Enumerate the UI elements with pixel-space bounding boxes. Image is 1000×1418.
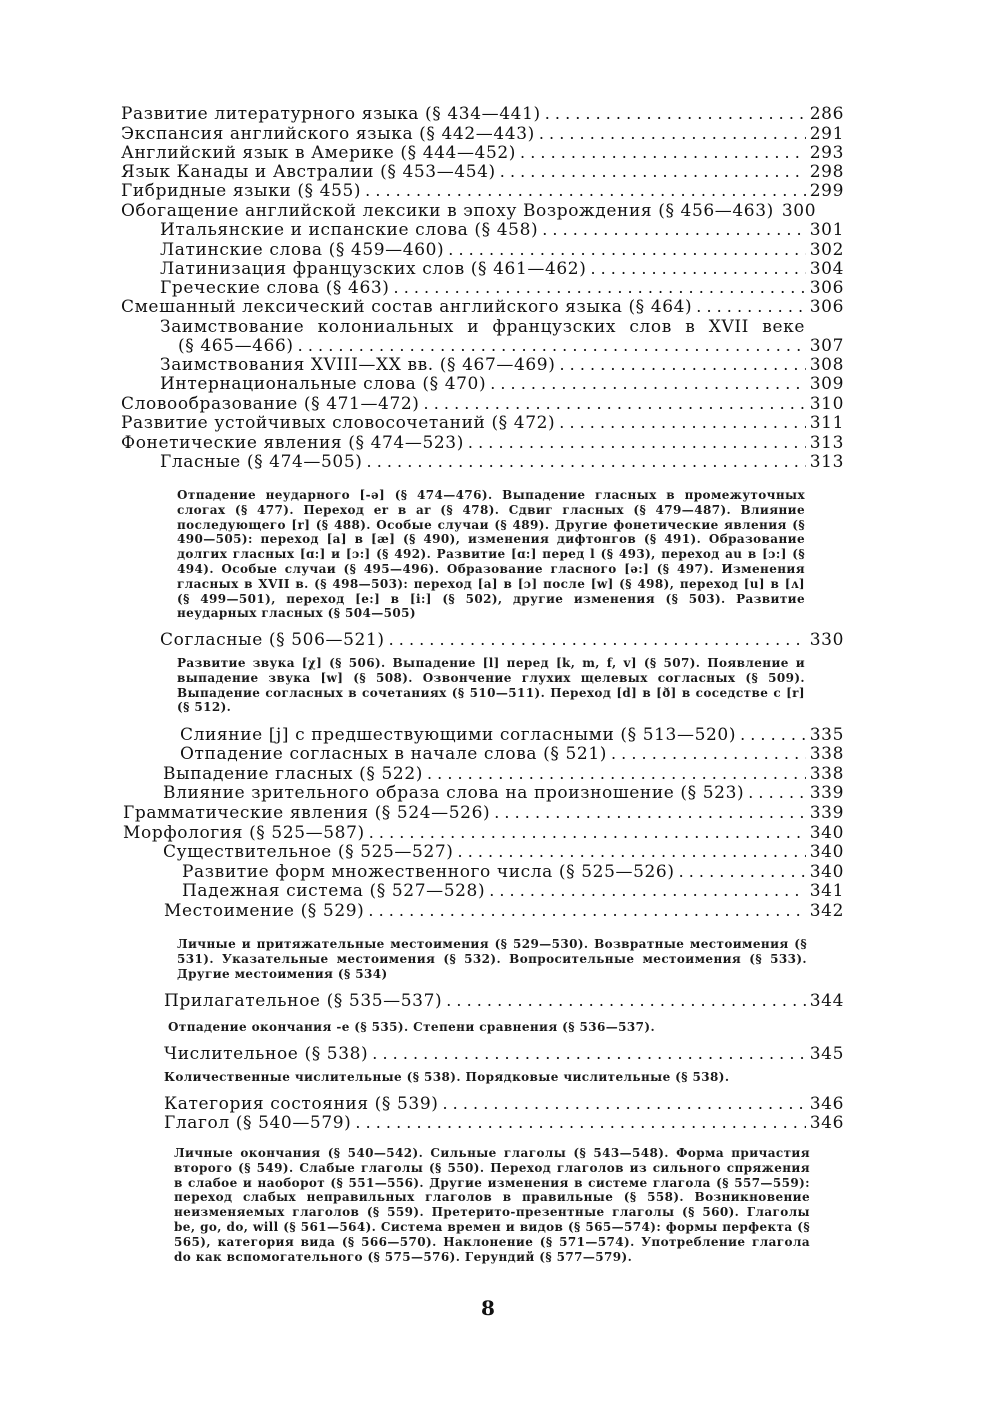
toc-entry-title: Гласные (§ 474—505) bbox=[160, 452, 363, 472]
toc-entry-page: 341 bbox=[809, 881, 844, 901]
dot-leader bbox=[427, 764, 806, 784]
page-number: 8 bbox=[481, 1296, 495, 1320]
toc-entry-page: 300 bbox=[781, 201, 817, 221]
toc-entry[interactable] bbox=[160, 240, 844, 260]
dot-leader bbox=[679, 862, 806, 882]
toc-entry-title: Словообразование (§ 471—472) bbox=[121, 394, 420, 414]
toc-entry-title: Грамматические явления (§ 524—526) bbox=[123, 803, 491, 823]
toc-entry-title: Категория состояния (§ 539) bbox=[164, 1094, 439, 1114]
toc-entry-title: Итальянские и испанские слова (§ 458) bbox=[160, 220, 539, 240]
toc-entry-page: 340 bbox=[809, 862, 844, 882]
toc-entry-page: 306 bbox=[809, 297, 844, 317]
toc-entry[interactable] bbox=[180, 744, 844, 764]
toc-entry-title: Глагол (§ 540—579) bbox=[164, 1113, 352, 1133]
toc-entry-page: 304 bbox=[809, 259, 844, 279]
toc-entry-title: Развитие литературного языка (§ 434—441) bbox=[121, 104, 541, 124]
section-description: Отпадение неударного [-ə] (§ 474—476). Выпадение гласных в промежуточных слогах (§ 477). Переход er в ar (§ 478). Сдвиг гласных (§ 479—487). Влияние последующего [r] (§ 488). Особые случаи (§ 489). Другие фонетические явления (§ 490—505): переход [a] в [æ] (§ 490), изменения дифтонгов (§ 491). Образование долгих гласных [ɑ:] и [ɔ:] (§ 492). Развитие [ɑ:] перед l (§ 493), переход au в [ɔ:] (§ 494). Особые случаи (§ 495—496). Образование гласного [ə:] (§ 497). Изменения гласных в XVII в. (§ 498—503): переход [a] в [ɔ] после [w] (§ 498), переход [u] в [ʌ] (§ 499—501), переход [e:] в [i:] (§ 502), другие изменения (§ 503). Развитие неударных гласных (§ 504—505) bbox=[177, 488, 805, 621]
toc-entry[interactable] bbox=[163, 842, 844, 862]
toc-entry[interactable] bbox=[164, 1094, 844, 1114]
dot-leader bbox=[490, 374, 806, 394]
toc-entry-page: 302 bbox=[809, 240, 844, 260]
toc-entry-page: 313 bbox=[809, 452, 844, 472]
toc-entry-title: Развитие устойчивых словосочетаний (§ 472) bbox=[121, 413, 556, 433]
section-description: Личные окончания (§ 540—542). Сильные глаголы (§ 543—548). Форма причастия второго (§ 549). Слабые глаголы (§ 550). Переход глаголов из сильного спряжения в слабое и наоборот (§ 551—556). Другие изменения в системе глагола (§ 557—559): переход слабых неправильных глаголов в правильные (§ 558). Возникновение неизменяемых глаголов (§ 559). Претерито-презентные глаголы (§ 560). Глаголы be, go, do, will (§ 561—564). Система времен и видов (§ 565—574): формы перфекта (§ 565), категория вида (§ 566—570). Наклонение (§ 571—574). Употребление глагола do как вспомогательного (§ 575—576). Герундий (§ 577—579). bbox=[174, 1146, 810, 1264]
toc-entry[interactable] bbox=[121, 181, 844, 201]
section-description: Развитие звука [χ] (§ 506). Выпадение [l] перед [k, m, f, v] (§ 507). Появление и выпадение звука [w] (§ 508). Озвончение глухих щелевых согласных (§ 509). Выпадение согласных в сочетаниях (§ 510—511). Переход [d] в [ð] в соседстве с [r] (§ 512). bbox=[177, 656, 805, 715]
toc-entry-title: Выпадение гласных (§ 522) bbox=[163, 764, 423, 784]
toc-entry-title: Смешанный лексический состав английского языка (§ 464) bbox=[121, 297, 693, 317]
toc-entry-title: Греческие слова (§ 463) bbox=[160, 278, 390, 298]
toc-entry-title: Согласные (§ 506—521) bbox=[160, 630, 385, 650]
toc-entry[interactable] bbox=[160, 355, 844, 375]
toc-entry-title: Прилагательное (§ 535—537) bbox=[164, 991, 443, 1011]
toc-entry[interactable] bbox=[121, 162, 844, 182]
dot-leader bbox=[369, 823, 806, 843]
toc-entry[interactable] bbox=[163, 764, 844, 784]
toc-entry-title: Фонетические явления (§ 474—523) bbox=[121, 433, 464, 453]
toc-entry-page: 340 bbox=[809, 842, 844, 862]
dot-leader bbox=[368, 901, 805, 921]
toc-entry[interactable] bbox=[182, 881, 844, 901]
toc-entry-page: 339 bbox=[809, 783, 844, 803]
toc-entry-page: 307 bbox=[809, 336, 844, 356]
toc-entry[interactable] bbox=[121, 143, 844, 163]
dot-leader bbox=[365, 181, 806, 201]
toc-entry[interactable] bbox=[123, 823, 844, 843]
toc-entry-title: Язык Канады и Австралии (§ 453—454) bbox=[121, 162, 496, 182]
toc-entry-page: 345 bbox=[809, 1044, 844, 1064]
section-description: Отпадение окончания -e (§ 535). Степени сравнения (§ 536—537). bbox=[168, 1020, 656, 1034]
toc-entry[interactable] bbox=[121, 433, 844, 453]
toc-entry-page: 346 bbox=[809, 1113, 844, 1133]
dot-leader bbox=[372, 1044, 805, 1064]
toc-entry[interactable] bbox=[123, 803, 844, 823]
toc-entry-page: 301 bbox=[809, 220, 844, 240]
dot-leader bbox=[298, 336, 806, 356]
toc-entry-page: 346 bbox=[809, 1094, 844, 1114]
toc-entry-title: Латинские слова (§ 459—460) bbox=[160, 240, 445, 260]
dot-leader bbox=[424, 394, 806, 414]
toc-entry-page: 330 bbox=[809, 630, 844, 650]
toc-entry[interactable] bbox=[121, 413, 844, 433]
toc-entry-page: 335 bbox=[809, 725, 844, 745]
toc-entry-page: 293 bbox=[809, 143, 844, 163]
dot-leader bbox=[539, 124, 806, 144]
section-description: Личные и притяжательные местоимения (§ 529—530). Возвратные местоимения (§ 531). Указательные местоимения (§ 532). Вопросительные местоимения (§ 533). Другие местоимения (§ 534) bbox=[177, 937, 807, 981]
toc-entry-page: 299 bbox=[809, 181, 844, 201]
dot-leader bbox=[494, 803, 806, 823]
toc-entry[interactable] bbox=[182, 862, 844, 882]
toc-entry[interactable] bbox=[160, 220, 844, 240]
dot-leader bbox=[696, 297, 805, 317]
dot-leader bbox=[458, 842, 806, 862]
toc-entry-page: 339 bbox=[809, 803, 844, 823]
toc-entry-title: Существительное (§ 525—527) bbox=[163, 842, 454, 862]
toc-entry-page: 291 bbox=[809, 124, 844, 144]
toc-entry-page: 342 bbox=[809, 901, 844, 921]
toc-entry-title: Экспансия английского языка (§ 442—443) bbox=[121, 124, 535, 144]
dot-leader bbox=[559, 355, 805, 375]
dot-leader bbox=[545, 104, 806, 124]
toc-entry[interactable] bbox=[164, 901, 844, 921]
dot-leader bbox=[500, 162, 806, 182]
toc-entry-title: Морфология (§ 525—587) bbox=[123, 823, 365, 843]
toc-entry[interactable] bbox=[164, 991, 844, 1011]
toc-entry-page: 286 bbox=[809, 104, 844, 124]
toc-entry-title: Падежная система (§ 527—528) bbox=[182, 881, 486, 901]
dot-leader bbox=[611, 744, 806, 764]
toc-entry[interactable] bbox=[164, 1113, 844, 1133]
dot-leader bbox=[520, 143, 806, 163]
toc-entry[interactable] bbox=[121, 394, 844, 414]
toc-entry-page: 306 bbox=[809, 278, 844, 298]
toc-entry[interactable] bbox=[178, 336, 844, 356]
toc-entry-title: Слияние [j] с предшествующими согласными (§ 513—520) bbox=[180, 725, 737, 745]
dot-leader bbox=[489, 881, 806, 901]
toc-entry-title: Отпадение согласных в начале слова (§ 521) bbox=[180, 744, 607, 764]
toc-entry[interactable] bbox=[180, 725, 844, 745]
toc-entry-page: 344 bbox=[809, 991, 844, 1011]
dot-leader bbox=[590, 259, 805, 279]
toc-entry-page: 338 bbox=[809, 744, 844, 764]
toc-entry[interactable] bbox=[121, 297, 844, 317]
dot-leader bbox=[355, 1113, 805, 1133]
toc-entry-page: 310 bbox=[809, 394, 844, 414]
toc-entry[interactable] bbox=[160, 259, 844, 279]
toc-entry[interactable] bbox=[121, 104, 844, 124]
toc-entry-title: (§ 465—466) bbox=[178, 336, 294, 356]
dot-leader bbox=[367, 452, 806, 472]
toc-entry-title: Числительное (§ 538) bbox=[164, 1044, 369, 1064]
toc-entry-title: Интернациональные слова (§ 470) bbox=[160, 374, 487, 394]
dot-leader bbox=[446, 991, 806, 1011]
toc-entry-page: 311 bbox=[809, 413, 844, 433]
toc-entry[interactable] bbox=[160, 278, 844, 298]
toc-entry-page: 308 bbox=[809, 355, 844, 375]
toc-entry-title: Латинизация французских слов (§ 461—462) bbox=[160, 259, 587, 279]
toc-entry-page: 309 bbox=[809, 374, 844, 394]
toc-entry-title: Влияние зрительного образа слова на произношение (§ 523) bbox=[163, 783, 745, 803]
toc-entry[interactable] bbox=[164, 1044, 844, 1064]
toc-entry[interactable] bbox=[121, 201, 844, 221]
toc-entry-title: Развитие форм множественного числа (§ 525—526) bbox=[182, 862, 675, 882]
dot-leader bbox=[443, 1094, 806, 1114]
dot-leader bbox=[468, 433, 806, 453]
dot-leader bbox=[448, 240, 805, 260]
dot-leader bbox=[389, 630, 806, 650]
toc-entry[interactable] bbox=[163, 783, 844, 803]
dot-leader bbox=[740, 725, 806, 745]
toc-entry-title: Гибридные языки (§ 455) bbox=[121, 181, 362, 201]
toc-entry-title: Английский язык в Америке (§ 444—452) bbox=[121, 143, 517, 163]
toc-entry[interactable] bbox=[121, 124, 844, 144]
toc-entry-page: 340 bbox=[809, 823, 844, 843]
toc-entry-title: Заимствования XVIII—XX вв. (§ 467—469) bbox=[160, 355, 556, 375]
toc-entry-title-line[interactable]: Заимствование колониальных и французских слов в XVII веке bbox=[160, 317, 805, 337]
dot-leader bbox=[394, 278, 806, 298]
toc-entry-page: 298 bbox=[809, 162, 844, 182]
toc-entry[interactable] bbox=[160, 452, 844, 472]
toc-entry[interactable] bbox=[160, 630, 844, 650]
dot-leader bbox=[542, 220, 806, 240]
dot-leader bbox=[748, 783, 806, 803]
toc-entry-page: 313 bbox=[809, 433, 844, 453]
toc-entry-page: 338 bbox=[809, 764, 844, 784]
toc-entry-title: Обогащение английской лексики в эпоху Возрождения (§ 456—463) bbox=[121, 201, 774, 221]
toc-entry[interactable] bbox=[160, 374, 844, 394]
section-description: Количественные числительные (§ 538). Порядковые числительные (§ 538). bbox=[164, 1070, 730, 1084]
dot-leader bbox=[559, 413, 805, 433]
toc-entry-title: Местоимение (§ 529) bbox=[164, 901, 365, 921]
